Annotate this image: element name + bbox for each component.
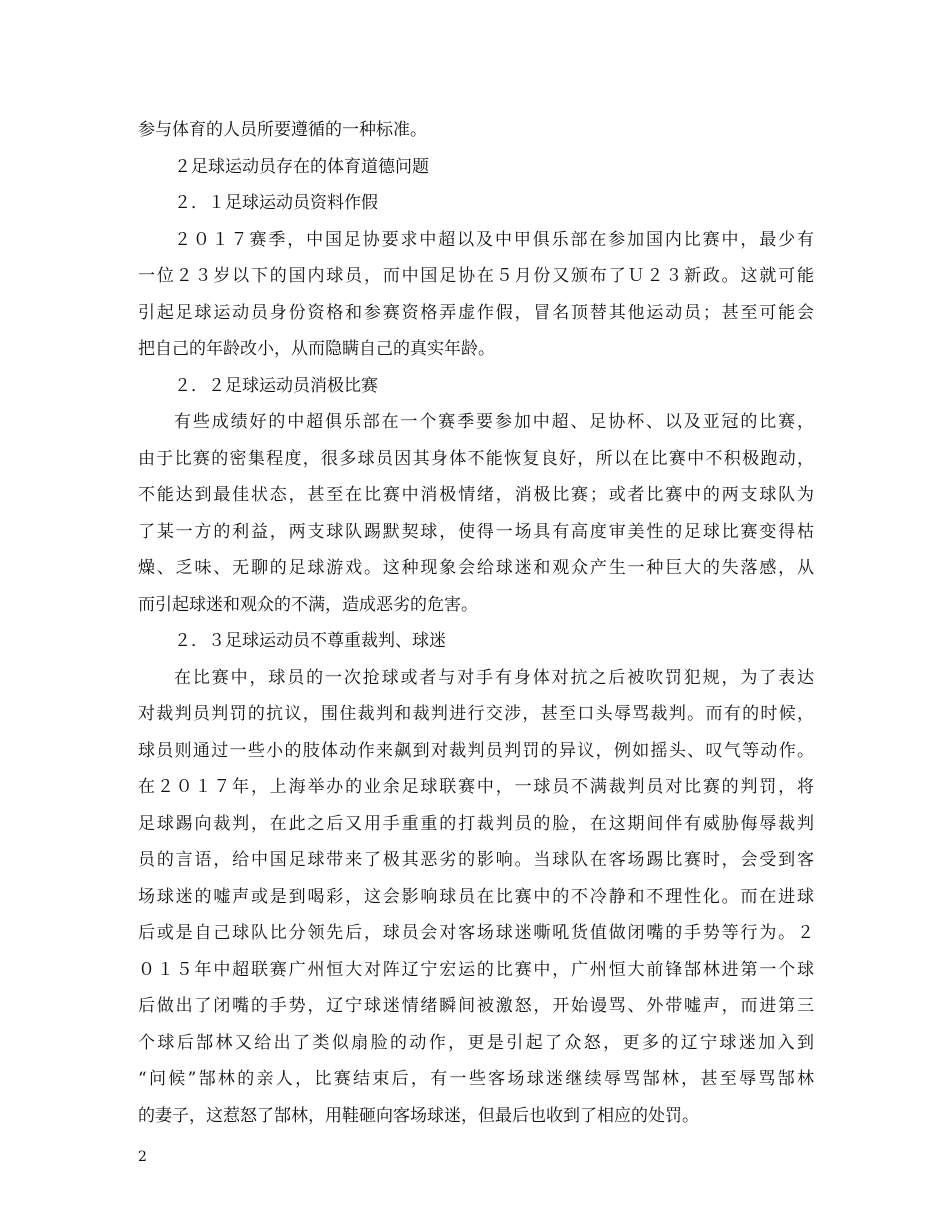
paragraph-line: 对裁判员判罚的抗议，围住裁判和裁判进行交涉，甚至口头辱骂裁判。而有的时候， — [138, 704, 814, 724]
subsection-heading: ２．２足球运动员消极比赛 — [174, 375, 378, 396]
paragraph-line: 的妻子，这惹怒了郜林，用鞋砸向客场球迷，但最后也收到了相应的处罚。 — [138, 1105, 699, 1126]
paragraph-line: 球员则通过一些小的肢体动作来飙到对裁判员判罚的异议，例如摇头、叹气等动作。 — [138, 740, 814, 761]
paragraph-line: 参与体育的人员所要遵循的一种标准。 — [138, 120, 427, 140]
paragraph-line: 有些成绩好的中超俱乐部在一个赛季要参加中超、足协杯、以及亚冠的比赛， — [174, 412, 814, 432]
paragraph-line: 足球踢向裁判，在此之后又用手重重的打裁判员的脸，在这期间伴有威胁侮辱裁判 — [138, 813, 814, 834]
paragraph-line: ０１５年中超联赛广州恒大对阵辽宁宏运的比赛中，广州恒大前锋郜林进第一个球 — [138, 959, 814, 980]
paragraph-line: 在２０１７年，上海举办的业余足球联赛中，一球员不满裁判员对比赛的判罚，将 — [138, 777, 814, 797]
paragraph-line: 把自己的年龄改小，从而隐瞒自己的真实年龄。 — [138, 339, 495, 359]
paragraph-line: 个球后郜林又给出了类似扇脸的动作，更是引起了众怒，更多的辽宁球迷加入到 — [138, 1032, 814, 1053]
subsection-heading: ２．１足球运动员资料作假 — [174, 193, 378, 213]
paragraph-line: 后做出了闭嘴的手势，辽宁球迷情绪瞬间被激怒，开始谩骂、外带嘘声，而进第三 — [138, 996, 814, 1016]
subsection-heading: ２．３足球运动员不尊重裁判、球迷 — [174, 631, 446, 651]
paragraph-line: 员的言语，给中国足球带来了极其恶劣的影响。当球队在客场踢比赛时，会受到客 — [138, 850, 814, 870]
document-body — [138, 112, 814, 1134]
paragraph-line: 而引起球迷和观众的不满，造成恶劣的危害。 — [138, 594, 478, 615]
paragraph-line: 后或是自己球队比分领先后，球员会对客场球迷嘶吼货值做闭嘴的手势等行为。２ — [138, 923, 814, 943]
paragraph-line: 场球迷的嘘声或是到喝彩，这会影响球员在比赛中的不冷静和不理性化。而在进球 — [138, 886, 814, 907]
page-number: 2 — [138, 1149, 147, 1165]
paragraph-line: 不能达到最佳状态，甚至在比赛中消极情绪，消极比赛；或者比赛中的两支球队为 — [138, 485, 814, 505]
paragraph-line: 引起足球运动员身份资格和参赛资格弄虚作假，冒名顶替其他运动员；甚至可能会 — [138, 302, 814, 323]
paragraph-line: 了某一方的利益，两支球队踢默契球，使得一场具有高度审美性的足球比赛变得枯 — [138, 521, 814, 542]
paragraph-line: 由于比赛的密集程度，很多球员因其身体不能恢复良好，所以在比赛中不积极跑动， — [138, 448, 814, 469]
paragraph-line: ２０１７赛季，中国足协要求中超以及中甲俱乐部在参加国内比赛中，最少有 — [174, 229, 814, 250]
paragraph-line: “问候”郜林的亲人，比赛结束后，有一些客场球迷继续辱骂郜林，甚至辱骂郜林 — [138, 1069, 814, 1089]
paragraph-line: 燥、乏味、无聊的足球游戏。这种现象会给球迷和观众产生一种巨大的失落感，从 — [138, 558, 814, 578]
paragraph-line: 在比赛中，球员的一次抢球或者与对手有身体对抗之后被吹罚犯规，为了表达 — [174, 667, 814, 688]
paragraph-line: 一位２３岁以下的国内球员，而中国足协在５月份又颁布了Ｕ２３新政。这就可能 — [138, 266, 814, 286]
section-heading: ２足球运动员存在的体育道德问题 — [174, 156, 429, 177]
